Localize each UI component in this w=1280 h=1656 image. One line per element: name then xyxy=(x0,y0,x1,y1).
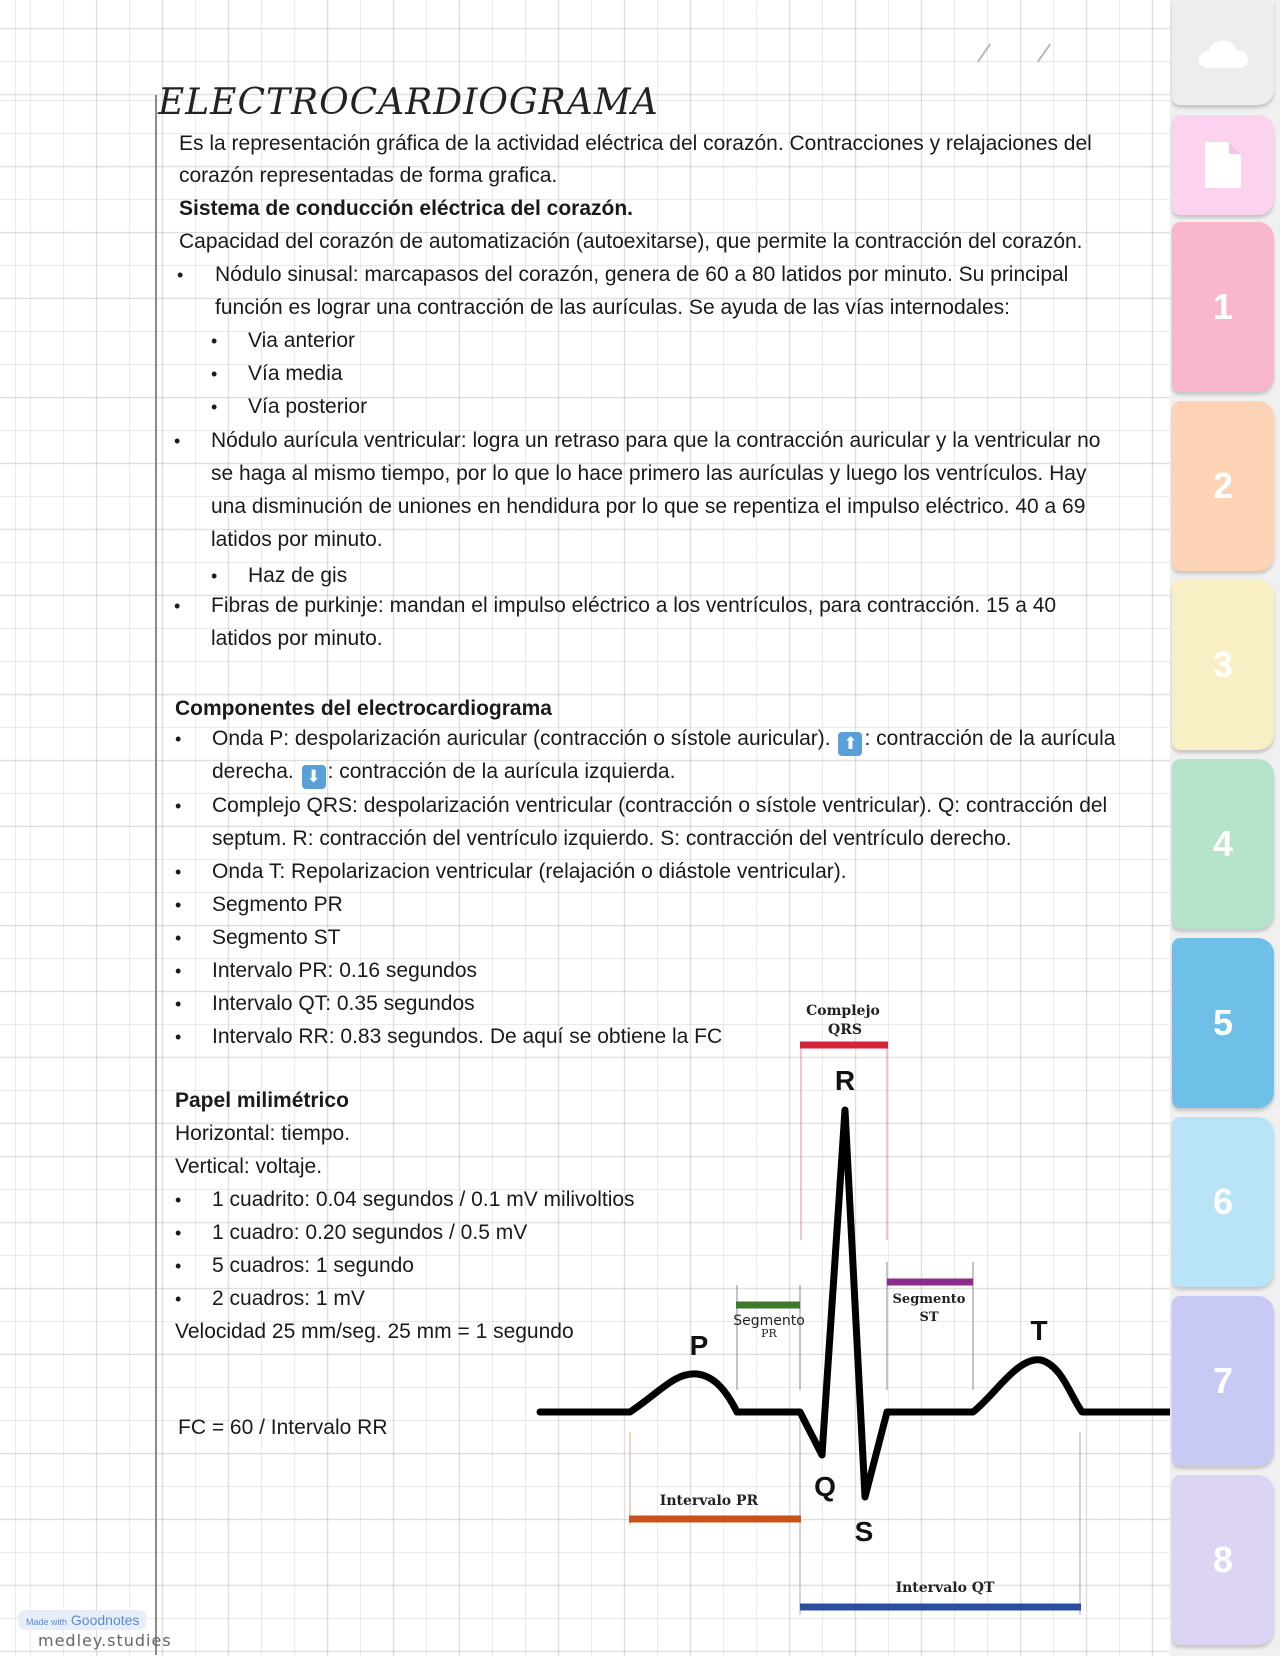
tab-label: 7 xyxy=(1212,1360,1234,1401)
arrow-down-icon: ⬇ xyxy=(302,765,326,789)
section-heading: Sistema de conducción eléctrica del corazón. xyxy=(179,197,633,220)
qrs-label: Complejo xyxy=(806,1003,880,1019)
wave-q-label: Q xyxy=(814,1471,836,1502)
arrow-up-icon: ⬆ xyxy=(838,732,862,756)
tab-label: 1 xyxy=(1212,286,1234,327)
list-item: latidos por minuto. xyxy=(211,528,383,551)
list-item-text: : contracción de la aurícula izquierda. xyxy=(327,760,676,783)
tab-section-1[interactable] xyxy=(1172,222,1274,392)
list-item-text: : contracción de la aurícula xyxy=(864,727,1116,750)
cloud-icon xyxy=(1196,36,1250,70)
list-item: latidos por minuto. xyxy=(211,627,383,650)
bullet: • xyxy=(174,431,181,451)
list-item: 5 cuadros: 1 segundo xyxy=(212,1254,414,1277)
bullet: • xyxy=(211,566,218,586)
list-item: Intervalo RR: 0.83 segundos. De aquí se obtiene la FC xyxy=(212,1025,723,1048)
st-segment-label: ST xyxy=(919,1310,939,1325)
list-item: Intervalo QT: 0.35 segundos xyxy=(212,992,475,1015)
bullet: • xyxy=(211,331,218,351)
section-heading: Papel milimétrico xyxy=(175,1089,349,1112)
pr-interval-label: Intervalo PR xyxy=(659,1493,759,1509)
bullet: • xyxy=(175,1223,182,1243)
goodnotes-logo xyxy=(18,1610,173,1650)
ecg-trace xyxy=(540,1110,1170,1497)
text-line: Horizontal: tiempo. xyxy=(175,1122,351,1145)
bullet: • xyxy=(175,1190,182,1210)
text-line: Capacidad del corazón de automatización (autoexitarse), que permite la contracción del corazón. xyxy=(179,230,1083,253)
tab-label: 8 xyxy=(1212,1539,1234,1580)
list-item: Onda T: Repolarizacion ventricular (relajación o diástole ventricular). xyxy=(212,860,847,883)
list-item: Intervalo PR: 0.16 segundos xyxy=(212,959,478,982)
wave-p-label: P xyxy=(689,1330,709,1361)
list-item: Vía media xyxy=(248,362,343,385)
bullet: • xyxy=(175,1027,182,1047)
wave-s-label: S xyxy=(854,1516,874,1547)
bullet: • xyxy=(175,928,182,948)
bullet: • xyxy=(175,729,182,749)
qt-interval-label: Intervalo QT xyxy=(895,1580,995,1596)
brand-text: Goodnotes xyxy=(70,1612,140,1628)
list-item: función es lograr una contracción de las aurículas. Se ayuda de las vías internodales: xyxy=(215,296,1010,319)
list-item: Vía posterior xyxy=(248,395,368,418)
st-segment-label: Segmento xyxy=(892,1292,966,1307)
document-icon xyxy=(1203,140,1243,190)
list-item-text: derecha. xyxy=(212,760,294,783)
tab-label: 4 xyxy=(1212,823,1234,864)
list-item: 1 cuadro: 0.20 segundos / 0.5 mV xyxy=(212,1221,528,1244)
bullet: • xyxy=(175,1256,182,1276)
list-item: Fibras de purkinje: mandan el impulso eléctrico a los ventrículos, para contracción. 15 a 40 xyxy=(211,594,1057,617)
bullet: • xyxy=(175,1289,182,1309)
bullet: • xyxy=(175,895,182,915)
cloud-tab[interactable] xyxy=(1172,0,1274,105)
bullet: • xyxy=(175,994,182,1014)
list-item: se haga al mismo tiempo, por lo que lo hace primero las aurículas y luego los ventrículos. Hay xyxy=(211,462,1087,485)
bullet: • xyxy=(174,596,181,616)
text-line: corazón representadas de forma grafica. xyxy=(179,164,558,187)
list-item: Segmento ST xyxy=(212,926,341,949)
tab-label: 3 xyxy=(1212,644,1234,685)
text-line: Vertical: voltaje. xyxy=(175,1155,323,1178)
qrs-label: QRS xyxy=(828,1022,862,1038)
bullet: • xyxy=(177,265,184,285)
tab-label: 5 xyxy=(1212,1002,1234,1043)
bullet: • xyxy=(175,862,182,882)
tab-section-8[interactable] xyxy=(1172,1475,1274,1645)
tab-section-4[interactable] xyxy=(1172,759,1274,929)
made-with-badge xyxy=(18,1610,147,1630)
list-item: 1 cuadrito: 0.04 segundos / 0.1 mV milivoltios xyxy=(212,1188,635,1211)
tab-label: 6 xyxy=(1212,1181,1234,1222)
wave-t-label: T xyxy=(1030,1315,1048,1346)
tab-label: 2 xyxy=(1212,465,1234,506)
list-item: una disminución de uniones en hendidura por lo que se repentiza el impulso eléctrico. 40 a 69 xyxy=(211,495,1086,518)
text-line: Velocidad 25 mm/seg. 25 mm = 1 segundo xyxy=(175,1320,574,1343)
list-item-text: Onda P: despolarización auricular (contracción o sístole auricular). xyxy=(212,727,831,750)
page-title: ELECTROCARDIOGRAMA xyxy=(158,82,659,123)
tab-section-6[interactable] xyxy=(1172,1117,1274,1287)
bullet: • xyxy=(211,397,218,417)
tab-section-5[interactable] xyxy=(1172,938,1274,1108)
list-item: Nódulo sinusal: marcapasos del corazón, genera de 60 a 80 latidos por minuto. Su principal xyxy=(215,263,1069,286)
made-with-text: Made with xyxy=(26,1617,68,1627)
bullet: • xyxy=(175,796,182,816)
tab-section-3[interactable] xyxy=(1172,580,1274,750)
pr-segment-label: PR xyxy=(761,1327,777,1340)
list-item: Via anterior xyxy=(248,329,356,352)
list-item: Segmento PR xyxy=(212,893,343,916)
section-heading: Componentes del electrocardiograma xyxy=(175,697,552,720)
document-tab[interactable] xyxy=(1172,115,1274,215)
bullet: • xyxy=(211,364,218,384)
bullet: • xyxy=(175,961,182,981)
formula: FC = 60 / Intervalo RR xyxy=(178,1416,388,1439)
list-item: septum. R: contracción del ventrículo izquierdo. S: contracción del ventrículo derecho. xyxy=(212,827,1012,850)
list-item: 2 cuadros: 1 mV xyxy=(212,1287,365,1310)
author-name: medley.studies xyxy=(38,1631,172,1650)
list-item: Complejo QRS: despolarización ventricular (contracción o sístole ventricular). Q: contracción del xyxy=(212,794,1108,817)
text-line: Es la representación gráfica de la actividad eléctrica del corazón. Contracciones y relajaciones del xyxy=(179,132,1092,155)
pr-segment-label: Segmento xyxy=(733,1313,805,1329)
list-item: Haz de gis xyxy=(248,564,348,587)
tab-section-7[interactable] xyxy=(1172,1296,1274,1466)
wave-r-label: R xyxy=(834,1065,856,1096)
tab-section-2[interactable] xyxy=(1172,401,1274,571)
list-item: Nódulo aurícula ventricular: logra un retraso para que la contracción auricular y la ventricular no xyxy=(211,429,1101,452)
